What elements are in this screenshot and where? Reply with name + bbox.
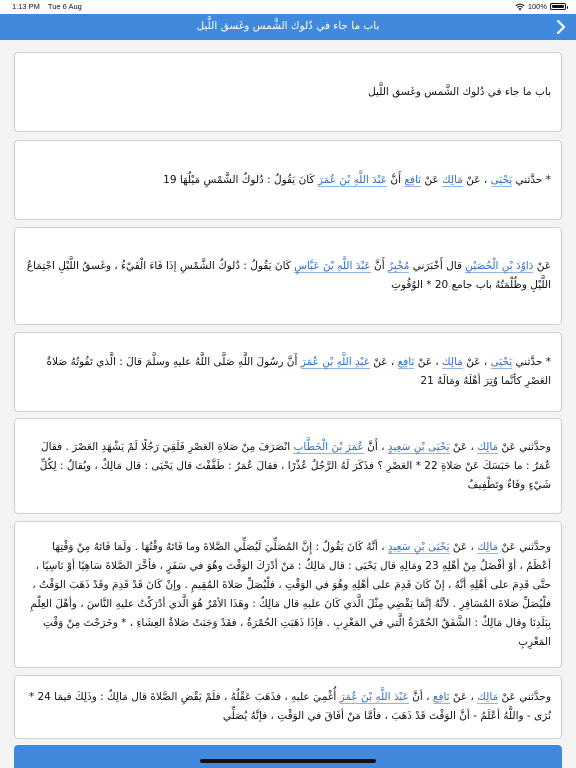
status-time: 1:13 PM	[12, 2, 40, 11]
card-text	[25, 688, 551, 726]
text-segment: عَنْ	[421, 173, 443, 186]
battery-level	[552, 5, 564, 8]
narrator-link[interactable]: نَافِع	[432, 691, 450, 703]
text-segment: عَنْ	[533, 260, 551, 272]
text-segment: ، أَنَّ	[363, 440, 388, 453]
narrator-link[interactable]: مَالِك	[477, 540, 499, 553]
battery-icon	[550, 3, 566, 10]
text-segment: وحدَّثني عَنْ	[498, 540, 551, 553]
card-text	[25, 438, 551, 495]
narrator-link[interactable]: دَاوُدَ بْنِ الْحُصَيْنِ	[465, 260, 534, 272]
hadith-card[interactable]	[14, 675, 562, 739]
bottom-action-button[interactable]	[14, 745, 562, 768]
narrator-link[interactable]: عَبْدَ اللَّهِ بْنَ عَبَّاسٍ	[294, 260, 371, 272]
text-segment: كَانَ يَقُولُ : دُلوكُ الشَّمْسِ إذَا فَاءَ الْفَيْءُ ، وغَسقُ اللَّيْلِ اجْتِمَاعُ اللَّيْلِ وظُلْمَتُهُ باب جامع 20 * الوُقُوتِ	[26, 260, 551, 291]
chapter-card[interactable]	[14, 52, 562, 132]
wifi-icon	[515, 3, 525, 11]
card-text	[25, 83, 551, 102]
hadith-card[interactable]	[14, 140, 562, 220]
text-segment: ، عَنْ	[462, 356, 491, 368]
hadith-card[interactable]	[14, 418, 562, 514]
narrator-link[interactable]: عَبْدَ اللَّهِ بْنَ عُمَرَ	[317, 173, 388, 186]
text-segment: ، عَنْ	[462, 173, 491, 186]
text-segment: انْصَرَفَ مِنْ صَلاةِ العَصْرِ فَلَقِيَ رَجُلًا لَمْ يَشْهَدِ العَصْرَ . فقالَ عُمَرُ : ما حَبَسَكَ عَنْ صَلاةِ 22 * العَصْرِ ؟ فذَكَرَ لَهُ الرَّجُلُ عُذْرًا ، فقالَ عُمَرُ : طَفَّفْتَ قال يَحْيَى : قال مَالِكٌ ، ويُقالُ : لِكُلِّ شَيْءٍ وفَاءٌ وتَطْفِيفٌ	[39, 440, 551, 491]
hadith-card[interactable]	[14, 332, 562, 412]
text-segment: * حدَّثني	[512, 356, 551, 368]
narrator-link[interactable]: مَالِك	[442, 356, 463, 368]
narrator-link[interactable]: مَالِك	[442, 173, 463, 186]
narrator-link[interactable]: عُمَرَ بْنَ الْخَطَّابِ	[293, 440, 364, 453]
text-segment: ، عَنْ	[414, 356, 443, 368]
narrator-link[interactable]: يَحْيَى	[490, 173, 513, 186]
narrator-link[interactable]: يَحْيَى	[490, 356, 513, 368]
text-segment: أَنَّ	[387, 173, 405, 186]
text-segment: ، عَنْ	[449, 540, 478, 553]
home-indicator	[200, 759, 376, 763]
narrator-link[interactable]: مَالِك	[477, 440, 499, 453]
text-segment: ، عَنْ	[449, 440, 478, 453]
hadith-card[interactable]	[14, 521, 562, 668]
card-text	[25, 257, 551, 295]
text-segment: * حدَّثني	[512, 173, 551, 186]
text-segment: أَنَّ رسُولَ اللَّهِ صَلَّى اللَّهُ عليهِ وسلَّمَ قالَ : الَّذي تَفُوتُهُ صَلاةُ العَصْرِ كأنَّما وُتِرَ أهْلَهُ ومَالَهُ 21	[46, 356, 551, 387]
text-segment: كَانَ يَقُولُ : دُلوكُ الشَّمْسِ مَيْلُهَا 19	[163, 173, 318, 186]
card-text	[25, 171, 551, 190]
narrator-link[interactable]: عَبْدَ اللَّهِ بْنَ عُمَرَ	[339, 691, 409, 703]
text-segment: وحدَّثني عَنْ	[498, 440, 551, 453]
narrator-link[interactable]: نَافِع	[404, 173, 422, 186]
chevron-right-icon[interactable]	[554, 19, 568, 35]
narrator-link[interactable]: مُخْبِرٌ	[388, 260, 410, 272]
text-segment: ، عَنْ	[449, 691, 478, 703]
text-segment: قال أَخْبَرَني	[409, 260, 466, 272]
text-segment: باب ما جاء في دُلوك الشَّمس وغَسق اللَّيل	[368, 85, 551, 98]
narrator-link[interactable]: عَبْدِ اللَّهِ بْنِ عُمَرَ	[300, 356, 370, 368]
narrator-link[interactable]: مَالِك	[477, 691, 499, 703]
nav-bar	[0, 14, 576, 40]
text-segment: ، أنَّهُ كَانَ يَقُولُ : إِنَّ المُصَلِّيَ لَيُصَلِّي الصَّلاةَ وما فَاتَهُ وقْتُهَا . ولَمَا فَاتَهُ مِنْ وَقْتِهَا أعْظَمُ ، أوْ أفْضَلُ مِنْ أهْلِهِ 23 ومَالِهِ قال يَحْيَى : قال مَالِكٌ : مَنْ أدْرَكَ الوَقْتَ وهُوَ في سَفَرٍ ، فأخَّرَ الصَّلاةَ سَاهِيًا أوْ نَاسِيًا ، حتَّى قَدِمَ على أهْلِهِ أنَّهُ ، إنْ كَانَ قَدِمَ على أهْلِهِ وهُوَ في الوَقْتِ ، فلْيُصَلِّ صَلاةَ المُقِيمِ . وإنْ كَانَ قَدْ قَدِمَ وقَدْ ذَهَبَ الوَقْتُ ، فلْيُصَلِّ صَلاةَ المُسَافِرِ . لأنَّهُ إنَّمَا يَقْضِي مِثْلَ الَّذي كَانَ عليهِ قال مَالِكٌ : وهَذَا الأمْرُ هُوَ الَّذي أدْرَكْتُ عليهِ النَّاسَ ، وأهْلَ العِلْمِ بِبَلَدِنَا وقال مَالِكٌ : الشَّفَقُ الحُمْرَةُ الَّتي في المَغْرِبِ . فإذَا ذَهَبَتِ الحُمْرَةُ ، فقَدْ وَجَبَتْ صَلاةُ العِشَاءِ ، * وخَرَجْتَ مِنْ وَقْتِ المَغْرِبِ	[30, 540, 551, 648]
text-segment: ، عَنْ	[369, 356, 398, 368]
text-segment: ، أنَّ	[408, 691, 433, 703]
card-text	[25, 353, 551, 391]
narrator-link[interactable]: يَحْيَى بْنِ سَعِيدٍ	[387, 540, 450, 553]
card-text	[25, 538, 551, 652]
text-segment: أُغْمِيَ عليهِ ، فذَهَبَ عَقْلُهُ ، فلَمْ يَقْضِ الصَّلاةَ قال مَالِكٌ : وذَلِكَ فيمَا 24 * نُرَى - واللَّهُ أعْلَمُ - أنَّ الوَقْتَ قَدْ ذَهَبَ ، فأمَّا مَنْ أفَاقَ في الوَقْتِ ، فإنَّهُ يُصَلِّي	[28, 691, 551, 722]
narrator-link[interactable]: يَحْيَى بْنِ سَعِيدٍ	[387, 440, 450, 453]
text-segment: أَنَّ	[370, 260, 389, 272]
narrator-link[interactable]: نَافِع	[397, 356, 415, 368]
status-left	[12, 2, 88, 11]
text-segment: وحدَّثني عَنْ	[498, 691, 551, 703]
status-right	[515, 2, 566, 11]
status-date: Tue 6 Aug	[47, 2, 82, 11]
status-bar	[0, 0, 576, 14]
page-title: باب ما جاء في دُلوك الشَّمس وغَسق اللَّيل	[196, 20, 380, 32]
hadith-card[interactable]	[14, 227, 562, 325]
battery-percent: 100%	[527, 2, 547, 11]
